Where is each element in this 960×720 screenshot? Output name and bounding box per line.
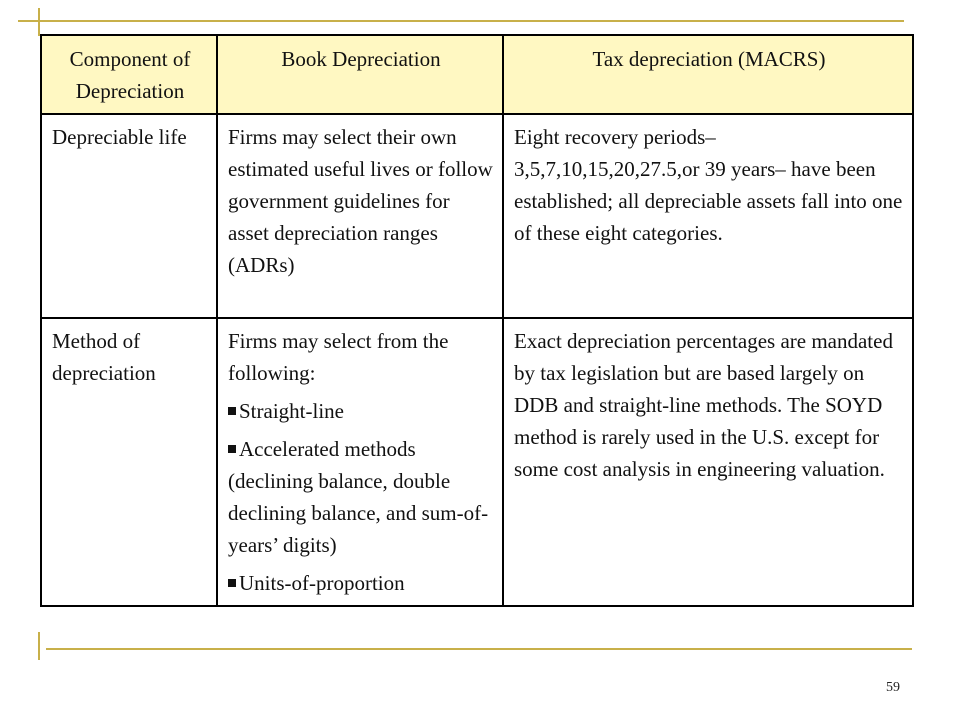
list-item [228, 395, 494, 427]
cell-book [217, 318, 503, 606]
list-item-text: Accelerated methods (declining balance, double declining balance, and sum-of- years’ digits) [228, 437, 489, 557]
book-intro: Firms may select from the following: [228, 329, 449, 385]
list-item [228, 567, 494, 599]
top-left-tick [38, 8, 40, 36]
header-component: Component of Depreciation [41, 35, 217, 114]
list-item-text: Units-of-proportion [239, 571, 405, 595]
cell-component: Method of depreciation [41, 318, 217, 606]
cell-tax: Eight recovery periods– 3,5,7,10,15,20,27.5,or 39 years– have been established; all depreciable assets fall into one of these eight categories. [503, 114, 913, 318]
table-row [41, 114, 913, 318]
depreciation-comparison-table [40, 34, 914, 607]
bottom-left-tick [38, 632, 40, 660]
page-number: 59 [886, 680, 900, 695]
square-bullet-icon [228, 445, 236, 453]
cell-tax: Exact depreciation percentages are mandated by tax legislation but are based largely on DDB and straight-line methods. The SOYD method is rarely used in the U.S. except for some cost analysis in engineering valuation. [503, 318, 913, 606]
cell-book: Firms may select their own estimated useful lives or follow government guidelines for asset depreciation ranges (ADRs) [217, 114, 503, 318]
top-rule [18, 20, 904, 22]
header-row [41, 35, 913, 114]
header-tax-depreciation: Tax depreciation (MACRS) [503, 35, 913, 114]
header-book-depreciation: Book Depreciation [217, 35, 503, 114]
cell-component: Depreciable life [41, 114, 217, 318]
square-bullet-icon [228, 579, 236, 587]
square-bullet-icon [228, 407, 236, 415]
list-item-text: Straight-line [239, 399, 344, 423]
bottom-rule [46, 648, 912, 650]
table-row [41, 318, 913, 606]
list-item [228, 433, 494, 561]
